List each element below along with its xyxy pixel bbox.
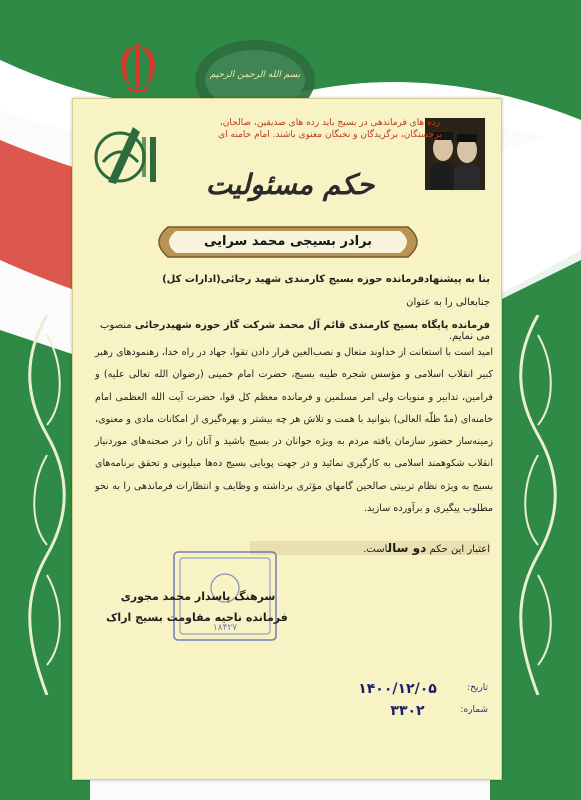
certificate-title: حکم مسئولیت: [205, 168, 375, 201]
validity-line: [250, 541, 490, 555]
role-line: [95, 320, 490, 342]
left-ornament: [14, 315, 80, 695]
validity-prefix: اعتبار این حکم: [426, 544, 490, 555]
svg-text:۱۸۴۲۷: ۱۸۴۲۷: [212, 623, 238, 633]
recommendation-line: بنا به پیشنهادفرمانده حوزه بسیج کارمندی شهید رجائی(ادارات کل): [162, 274, 490, 285]
calligraphy-banner: بسم الله الرحمن الرحیم: [209, 70, 301, 80]
number-value: ۳۳۰۲: [390, 703, 425, 719]
signature-name: سرهنگ پاسدار محمد مجوری: [120, 590, 276, 603]
iran-emblem-icon: [108, 40, 168, 95]
number-label: شماره:: [460, 705, 488, 715]
signature-title: فرمانده ناحیه مقاومت بسیج اراک: [106, 611, 288, 624]
right-ornament: [505, 315, 571, 695]
role-title: فرمانده پایگاه بسیج کارمندی قائم آل محمد شرکت گاز حوزه شهیدرجائی: [134, 320, 490, 331]
body-paragraph: امید است با استعانت از خداوند متعال و نصب‌العین قرار دادن تقوا، جهاد در راه خدا، رهنمودهای رهبر کبیر انقلاب اسلامی و مؤسس شجره طیبه بسیج، حضرت امام خمینی (رضوان الله تعالی علیه) و فرامین، تدابیر و منویات ولی امر مسلمین و فرمانده معظم کل قوا، حضرت آیت الله العظمی امام خامنه‌ای (مدّ ظلّه العالی) بتوانید با همت و تلاش هر چه بیشتر و بهره‌گیری از امکانات مادی و معنوی، زمینه‌ساز حضور سازمان یافته مردم به ویژه جوانان در بسیج باشید و آنان را در صحنه‌های موردنیاز انقلاب شکوهمند اسلامی به کارگیری نمائید و در جهت پویایی بسیج ده‌ها میلیونی و تحقق برنامه‌های بسیج به ویژه نظام تربیتی صالحین گامهای مؤثری برداشته و وظایف و انتظارات فرماندهی را به نحو مطلوب پیگیری و برآورده سازید.: [95, 347, 493, 515]
header-quote: رده های فرماندهی در بسیج باید رده های صدیقین، صالحان، برجستگان، برگزیدگان و نخبگان معنوی باشند. امام خامنه ای: [218, 118, 442, 140]
irgc-basij-emblem-icon: [88, 112, 168, 202]
date-value: ۱۴۰۰/۱۲/۰۵: [358, 681, 437, 697]
role-suffix: منصوب می نمایم.: [100, 320, 490, 342]
greeting-line: جنابعالی را به عنوان: [406, 297, 490, 308]
validity-suffix: است.: [363, 544, 388, 555]
validity-duration: دو سال: [387, 541, 427, 555]
date-label: تاریخ:: [467, 683, 488, 693]
recipient-name: برادر بسیجی محمد سرایی: [203, 234, 373, 249]
